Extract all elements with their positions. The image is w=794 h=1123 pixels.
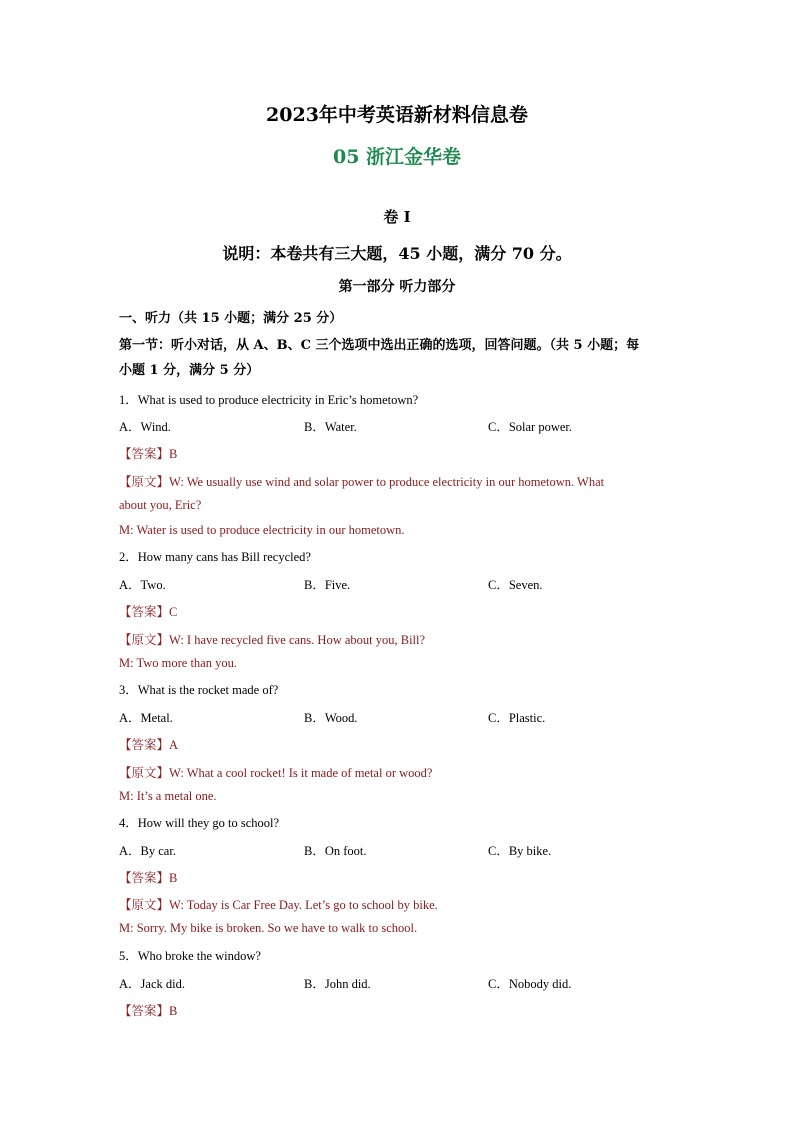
option-c: C．Nobody did. [488, 977, 572, 991]
question-text: 5．Who broke the window? [119, 949, 261, 963]
script-line: M: It’s a metal one. [119, 789, 217, 803]
script-line: M: Sorry. My bike is broken. So we have to walk to school. [119, 921, 418, 935]
part-heading: 第一部分 听力部分 [338, 279, 456, 295]
script-line: M: Two more than you. [119, 656, 237, 670]
option-c: C．Solar power. [488, 420, 573, 434]
option-a: A．Wind. [119, 420, 171, 434]
document-subtitle: 05 浙江金华卷 [332, 146, 462, 168]
question-text: 4．How will they go to school? [119, 816, 280, 830]
option-c: C．Seven. [488, 578, 543, 592]
answer-line: 【答案】C [119, 605, 178, 619]
option-b: B．On foot. [304, 844, 367, 858]
document-title: 2023年中考英语新材料信息卷 [266, 104, 528, 126]
answer-line: 【答案】B [119, 871, 178, 885]
option-b: B．Wood. [304, 711, 358, 725]
exam-note: 说明：本卷共有三大题，45 小题，满分 70 分。 [222, 244, 572, 263]
option-b: B．Five. [304, 578, 351, 592]
script-line: 【原文】W: I have recycled five cans. How about you, Bill? [119, 633, 426, 647]
option-b: B．John did. [304, 977, 371, 991]
option-b: B．Water. [304, 420, 357, 434]
script-line: 【原文】W: What a cool rocket! Is it made of metal or wood? [119, 766, 433, 780]
question-text: 2．How many cans has Bill recycled? [119, 550, 311, 564]
script-line: M: Water is used to produce electricity in our hometown. [119, 523, 405, 537]
section-description-line2: 小题 1 分，满分 5 分） [119, 363, 260, 378]
option-a: A．Jack did. [119, 977, 185, 991]
option-c: C．Plastic. [488, 711, 546, 725]
answer-line: 【答案】B [119, 1004, 178, 1018]
option-a: A．Metal. [119, 711, 173, 725]
answer-line: 【答案】B [119, 447, 178, 461]
question-text: 3．What is the rocket made of? [119, 683, 279, 697]
section-description [119, 333, 679, 383]
section-heading: 一、听力（共 15 小题；满分 25 分） [119, 311, 343, 326]
script-line: 【原文】W: We usually use wind and solar power to produce electricity in our hometown. What [119, 475, 605, 489]
option-c: C．By bike. [488, 844, 552, 858]
option-a: A．By car. [119, 844, 176, 858]
section-description-line1: 第一节：听小对话，从 A、B、C 三个选项中选出正确的选项，回答问题。（共 5 小题；每 [119, 338, 640, 353]
script-line: 【原文】W: Today is Car Free Day. Let’s go to school by bike. [119, 898, 438, 912]
script-line: about you, Eric? [119, 498, 202, 512]
volume-label: 卷 I [383, 208, 411, 226]
question-text: 1．What is used to produce electricity in Eric’s hometown? [119, 393, 419, 407]
answer-line: 【答案】A [119, 738, 179, 752]
option-a: A．Two. [119, 578, 166, 592]
